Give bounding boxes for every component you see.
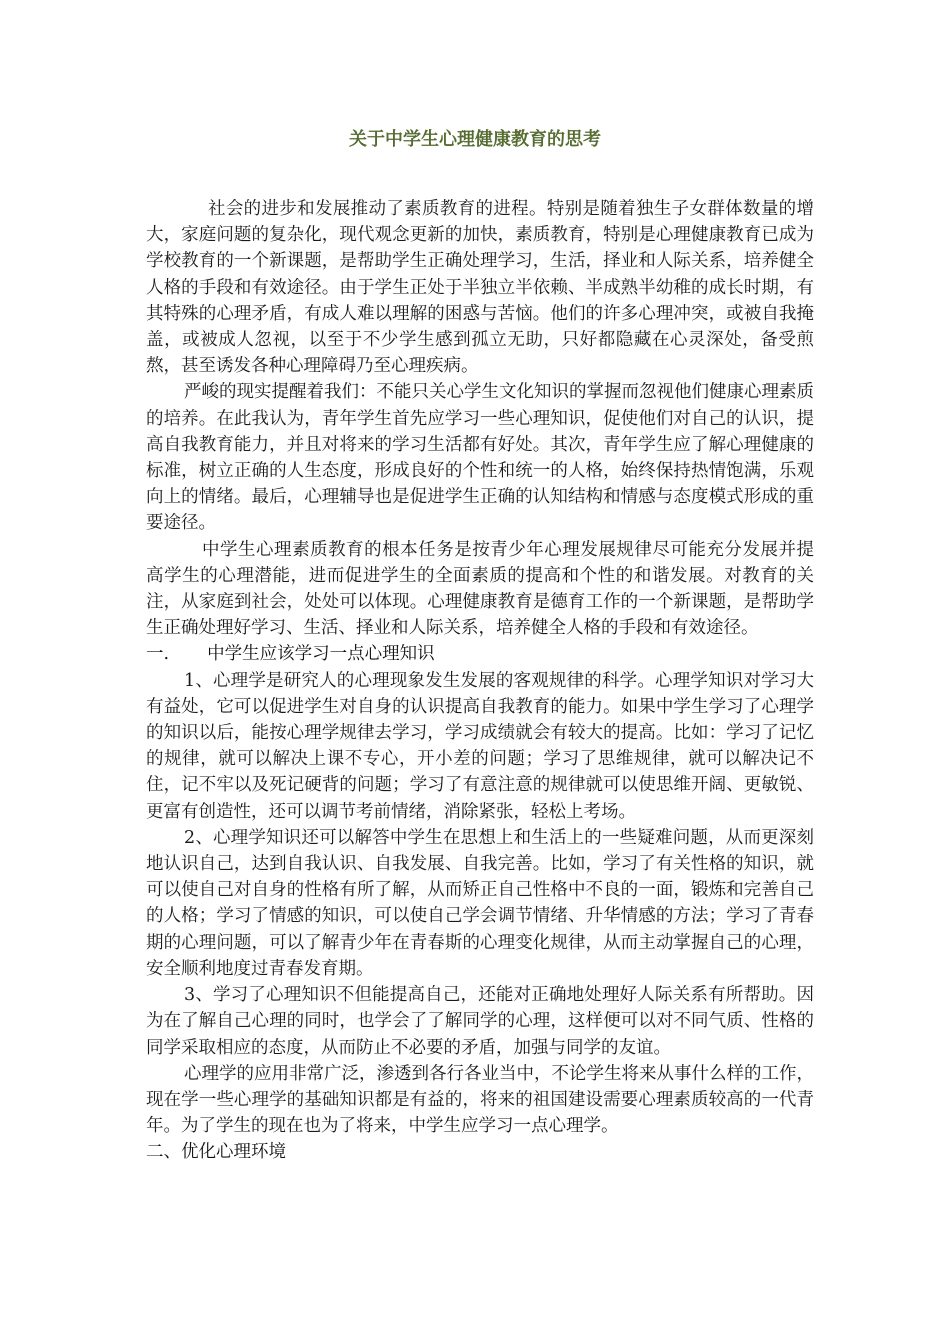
document-body: [146, 196, 814, 1166]
body-paragraph: 中学生心理素质教育的根本任务是按青少年心理发展规律尽可能充分发展并提高学生的心理潜能，进而促进学生的全面素质的提高和个性的和谐发展。对教育的关注，从家庭到社会，处处可以体现。心理健康教育是德育工作的一个新课题，是帮助学生正确处理好学习、生活、择业和人际关系，培养健全人格的手段和有效途径。: [146, 539, 814, 639]
intro-paragraph: 社会的进步和发展推动了素质教育的进程。特别是随着独生子女群体数量的增大，家庭问题的复杂化，现代观念更新的加快，素质教育，特别是心理健康教育已成为学校教育的一个新课题，是帮助学生正确处理学习，生活，择业和人际关系，培养健全人格的手段和有效途径。由于学生正处于半独立半依赖、半成熟半幼稚的成长时期，有其特殊的心理矛盾，有成人难以理解的困惑与苦恼。他们的许多心理冲突，或被自我掩盖，或被成人忽视，以至于不少学生感到孤立无助，只好都隐藏在心灵深处，备受煎熬，甚至诱发各种心理障碍乃至心理疾病。: [146, 199, 814, 377]
section-heading: [146, 641, 814, 667]
body-paragraph: 心理学的应用非常广泛，渗透到各行各业当中，不论学生将来从事什么样的工作，现在学一些心理学的基础知识都是有益的，将来的祖国建设需要心理素质较高的一代青年。为了学生的现在也为了将来，中学生应学习一点心理学。: [146, 1063, 814, 1137]
numbered-paragraph: 1、心理学是研究人的心理现象发生发展的客观规律的科学。心理学知识对学习大有益处，它可以促进学生对自身的认识提高自我教育的能力。如果中学生学习了心理学的知识以后，能按心理学规律去学习，学习成绩就会有较大的提高。比如：学习了记忆的规律，就可以解决上课不专心，开小差的问题；学习了思维规律，就可以解决记不住，记不牢以及死记硬背的问题；学习了有意注意的规律就可以使思维开阔、更敏锐、更富有创造性，还可以调节考前情绪，消除紧张，轻松上考场。: [146, 670, 814, 822]
body-paragraph: 严峻的现实提醒着我们：不能只关心学生文化知识的掌握而忽视他们健康心理素质的培养。在此我认为，青年学生首先应学习一些心理知识，促使他们对自己的认识，提高自我教育能力，并且对将来的学习生活都有好处。其次，青年学生应了解心理健康的标准，树立正确的人生态度，形成良好的个性和统一的人格，始终保持热情饱满，乐观向上的情绪。最后，心理辅导也是促进学生正确的认知结构和情感与态度模式形成的重要途径。: [146, 382, 814, 534]
section-heading-text: 中学生应该学习一点心理知识: [207, 644, 435, 665]
numbered-paragraph: 3、学习了心理知识不但能提高自己，还能对正确地处理好人际关系有所帮助。因为在了解自己心理的同时，也学会了了解同学的心理，这样便可以对不同气质、性格的同学采取相应的态度，从而防止不必要的矛盾，加强与同学的友谊。: [146, 985, 814, 1058]
document-title: 关于中学生心理健康教育的思考: [349, 129, 601, 150]
numbered-paragraph: 2、心理学知识还可以解答中学生在思想上和生活上的一些疑难问题，从而更深刻地认识自己，达到自我认识、自我发展、自我完善。比如，学习了有关性格的知识，就可以使自己对自身的性格有所了解，从而矫正自己性格中不良的一面，锻炼和完善自己的人格；学习了情感的知识，可以使自己学会调节情绪、升华情感的方法；学习了青春期的心理问题，可以了解青少年在青春斯的心理变化规律，从而主动掌握自己的心理，安全顺利地度过青春发育期。: [146, 827, 814, 979]
section-heading: 二、优化心理环境: [146, 1142, 286, 1163]
section-number: 一.: [146, 644, 170, 665]
